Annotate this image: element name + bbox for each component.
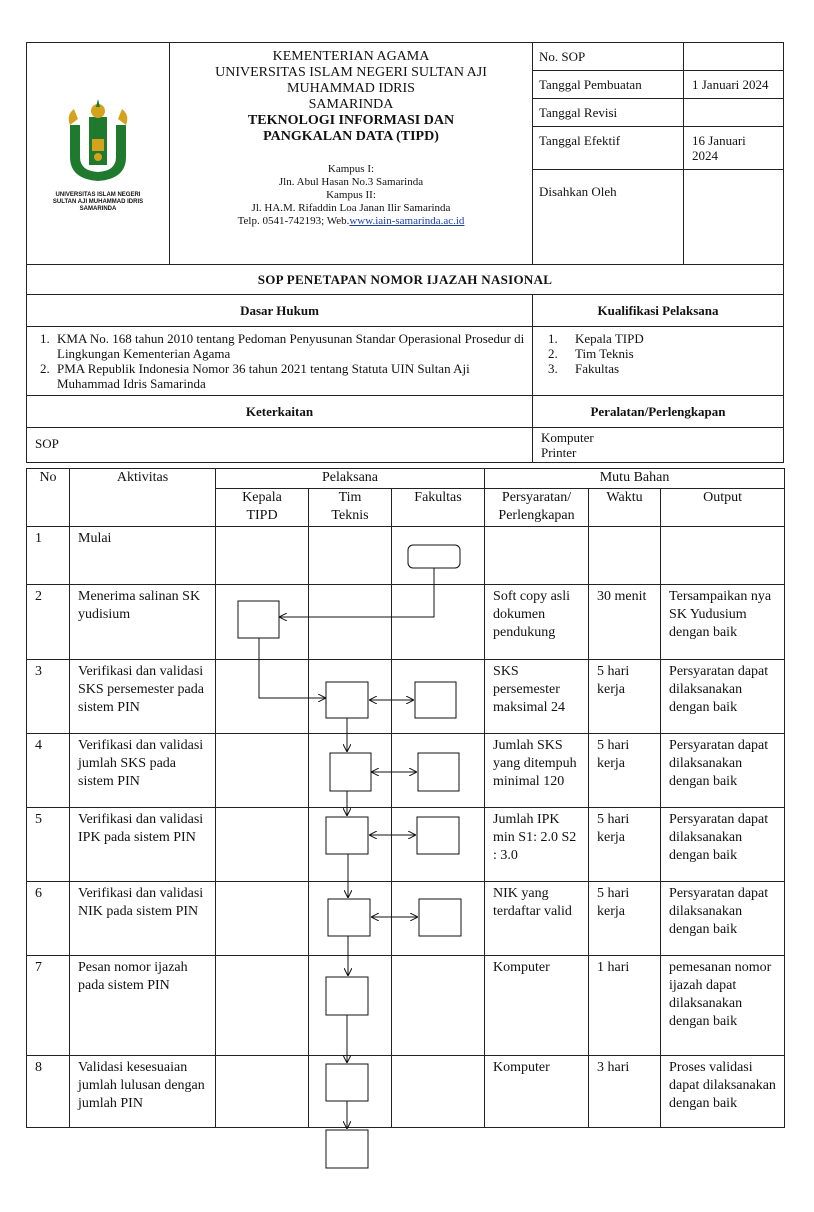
disahkan-label: Disahkan Oleh [533,170,684,265]
step-number: 8 [27,1056,70,1128]
tanggal-revisi-value [684,99,784,127]
logo-caption-line: UNIVERSITAS ISLAM NEGERI [55,191,141,198]
campus1-label: Kampus I: [327,163,375,175]
step-output: Tersampaikan nya SK Yudusium dengan baik [661,585,785,660]
header-line: Tim [338,490,362,505]
step-aktivitas: Verifikasi dan validasi NIK pada sistem PIN [70,882,216,956]
lane-kepala-tipd [216,808,309,882]
unit-name-line: PANGKALAN DATA (TIPD) [263,129,439,144]
col-kepala-tipd-header [216,489,309,527]
peralatan-item: Printer [541,445,577,460]
table-row [27,527,785,585]
col-output-header: Output [661,489,785,527]
city-name: SAMARINDA [308,97,394,112]
dasar-hukum-heading: Dasar Hukum [27,295,533,327]
kualifikasi-item: 2. Tim Teknis [561,346,777,361]
lane-tim-teknis [309,585,392,660]
tanggal-efektif-value: 16 Januari 2024 [684,127,784,170]
lane-kepala-tipd [216,882,309,956]
tanggal-efektif-label: Tanggal Efektif [533,127,684,170]
lane-fakultas [392,882,485,956]
step-output: Proses validasi dapat dilaksanakan dengan baik [661,1056,785,1128]
step-waktu: 5 hari kerja [589,808,661,882]
step-number: 4 [27,734,70,808]
step-persyaratan: NIK yang terdaftar valid [485,882,589,956]
campus1-address: Jln. Abul Hasan No.3 Samarinda [278,176,424,188]
kualifikasi-heading: Kualifikasi Pelaksana [533,295,784,327]
step-output: Persyaratan dapat dilaksanakan dengan baik [661,734,785,808]
lane-fakultas [392,734,485,808]
header-line: Persyaratan/ [501,490,572,505]
logo-cell [27,43,170,265]
step-aktivitas: Pesan nomor ijazah pada sistem PIN [70,956,216,1056]
step-waktu: 1 hari [589,956,661,1056]
table-row [27,882,785,956]
header-line: Teknis [331,508,369,523]
sop-title: SOP PENETAPAN NOMOR IJAZAH NASIONAL [27,265,784,295]
step-aktivitas: Mulai [70,527,216,585]
step-number: 5 [27,808,70,882]
university-logo [56,95,140,187]
step-persyaratan: Komputer [485,956,589,1056]
logo-caption-line: SULTAN AJI MUHAMMAD IDRIS [52,198,144,205]
step-waktu: 5 hari kerja [589,660,661,734]
lane-fakultas [392,527,485,585]
unit-name-line: TEKNOLOGI INFORMASI DAN [247,113,455,128]
campus2-label: Kampus II: [326,189,376,201]
process-box-end [326,1130,368,1168]
lane-tim-teknis [309,527,392,585]
dasar-hukum-item: 1. KMA No. 168 tahun 2010 tentang Pedoman Penyusunan Standar Operasional Prosedur di Lingkungan Kementerian Agama [53,331,526,361]
university-name-line: MUHAMMAD IDRIS [287,81,415,96]
kualifikasi-item: 3. Fakultas [561,361,777,376]
step-number: 1 [27,527,70,585]
step-aktivitas: Verifikasi dan validasi SKS persemester pada sistem PIN [70,660,216,734]
keterkaitan-value: SOP [27,428,533,463]
lane-fakultas [392,585,485,660]
col-aktivitas-header: Aktivitas [70,469,216,527]
header-line: TIPD [246,508,278,523]
step-output: Persyaratan dapat dilaksanakan dengan baik [661,808,785,882]
lane-tim-teknis [309,734,392,808]
step-number: 6 [27,882,70,956]
lane-kepala-tipd [216,734,309,808]
lane-kepala-tipd [216,1056,309,1128]
ministry-name: KEMENTERIAN AGAMA [272,49,430,64]
step-persyaratan [485,527,589,585]
step-aktivitas: Verifikasi dan validasi IPK pada sistem PIN [70,808,216,882]
keterkaitan-heading: Keterkaitan [27,396,533,428]
tanggal-pembuatan-value: 1 Januari 2024 [684,71,784,99]
contact-text: Telp. 0541-742193; Web. [237,215,350,227]
step-persyaratan: SKS persemester maksimal 24 [485,660,589,734]
disahkan-value [684,170,784,265]
step-waktu [589,527,661,585]
col-tim-teknis-header [309,489,392,527]
lane-kepala-tipd [216,585,309,660]
dasar-hukum-cell [27,327,533,396]
col-no-header: No [27,469,70,527]
step-output: Persyaratan dapat dilaksanakan dengan baik [661,660,785,734]
lane-tim-teknis [309,956,392,1056]
header-line: Perlengkapan [498,508,575,523]
table-row [27,660,785,734]
no-sop-value [684,43,784,71]
lane-fakultas [392,808,485,882]
peralatan-heading: Peralatan/Perlengkapan [533,396,784,428]
step-number: 3 [27,660,70,734]
lane-kepala-tipd [216,660,309,734]
tanggal-pembuatan-label: Tanggal Pembuatan [533,71,684,99]
contact-line [174,215,528,228]
header-line: Kepala [242,490,282,505]
step-waktu: 30 menit [589,585,661,660]
university-name-line: UNIVERSITAS ISLAM NEGERI SULTAN AJI [215,65,487,80]
lane-fakultas [392,660,485,734]
step-persyaratan: Soft copy asli dokumen pendukung [485,585,589,660]
lane-tim-teknis [309,1056,392,1128]
table-row [27,585,785,660]
table-row [27,734,785,808]
step-aktivitas: Verifikasi dan validasi jumlah SKS pada sistem PIN [70,734,216,808]
step-number: 7 [27,956,70,1056]
lane-fakultas [392,956,485,1056]
procedure-table [26,468,785,1128]
logo-caption-line: SAMARINDA [79,205,117,212]
step-waktu: 5 hari kerja [589,882,661,956]
step-output [661,527,785,585]
campus2-address: Jl. HA.M. Rifaddin Loa Janan Ilir Samarinda [251,202,451,214]
step-waktu: 3 hari [589,1056,661,1128]
lane-tim-teknis [309,808,392,882]
step-persyaratan: Komputer [485,1056,589,1128]
table-row [27,956,785,1056]
sop-header-table [26,42,784,463]
kualifikasi-cell [533,327,784,396]
step-output: Persyaratan dapat dilaksanakan dengan baik [661,882,785,956]
peralatan-cell [533,428,784,463]
tanggal-revisi-label: Tanggal Revisi [533,99,684,127]
step-waktu: 5 hari kerja [589,734,661,808]
step-aktivitas: Validasi kesesuaian jumlah lulusan dengan jumlah PIN [70,1056,216,1128]
no-sop-label: No. SOP [533,43,684,71]
lane-kepala-tipd [216,527,309,585]
col-persyaratan-header [485,489,589,527]
lane-tim-teknis [309,882,392,956]
step-persyaratan: Jumlah IPK min S1: 2.0 S2 : 3.0 [485,808,589,882]
lane-fakultas [392,1056,485,1128]
website-link[interactable]: www.iain-samarinda.ac.id [349,215,465,227]
table-row [27,808,785,882]
peralatan-item: Komputer [541,430,594,445]
table-row [27,1056,785,1128]
step-number: 2 [27,585,70,660]
institution-cell [170,43,533,265]
dasar-hukum-item: 2. PMA Republik Indonesia Nomor 36 tahun 2021 tentang Statuta UIN Sultan Aji Muhammad Idris Samarinda [53,361,526,391]
step-persyaratan: Jumlah SKS yang ditempuh minimal 120 [485,734,589,808]
step-aktivitas: Menerima salinan SK yudisium [70,585,216,660]
lane-kepala-tipd [216,956,309,1056]
col-pelaksana-header: Pelaksana [216,469,485,489]
lane-tim-teknis [309,660,392,734]
col-mutu-bahan-header: Mutu Bahan [485,469,785,489]
step-output: pemesanan nomor ijazah dapat dilaksanakan dengan baik [661,956,785,1056]
kualifikasi-item: 1. Kepala TIPD [561,331,777,346]
col-waktu-header: Waktu [589,489,661,527]
col-fakultas-header: Fakultas [392,489,485,527]
